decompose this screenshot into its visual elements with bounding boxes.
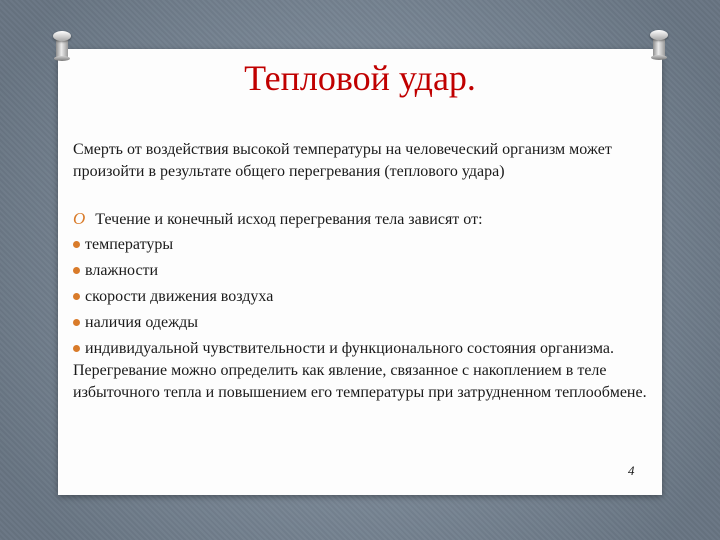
bullet-dot-icon [73,267,80,274]
bullet-item-text: индивидуальной чувствительности и функционального состояния организма. [85,340,614,357]
bullet-dot-icon [73,293,80,300]
bullet-item [73,286,663,308]
conclusion-paragraph: Перегревание можно определить как явление, связанное с накоплением в теле избыточного тепла и повышением его температуры при затрудненном теплообмене. [73,362,647,401]
bullet-item [73,312,663,334]
bullet-item-text: влажности [85,262,159,279]
bullet-dot-icon [73,319,80,326]
slide-title: Тепловой удар. [244,58,476,98]
bullet-item-text: наличия одежды [85,314,199,331]
circle-bullet-icon: O [73,209,86,228]
bullet-dot-icon [73,241,80,248]
bullet-item-with-conclusion [73,338,663,404]
bullet-item-text: скорости движения воздуха [85,288,274,305]
lead-item [73,208,663,231]
page-number: 4 [628,463,635,478]
bullet-dot-icon [73,345,80,352]
bullet-item [73,260,663,282]
intro-paragraph: Смерть от воздействия высокой температуры на человеческий организм может произойти в результате общего перегревания (теплового удара) [73,141,612,180]
lead-item-text: Течение и конечный исход перегревания тела зависят от: [95,211,483,228]
bullet-item-text: температуры [85,236,174,253]
bullet-item [73,234,663,256]
